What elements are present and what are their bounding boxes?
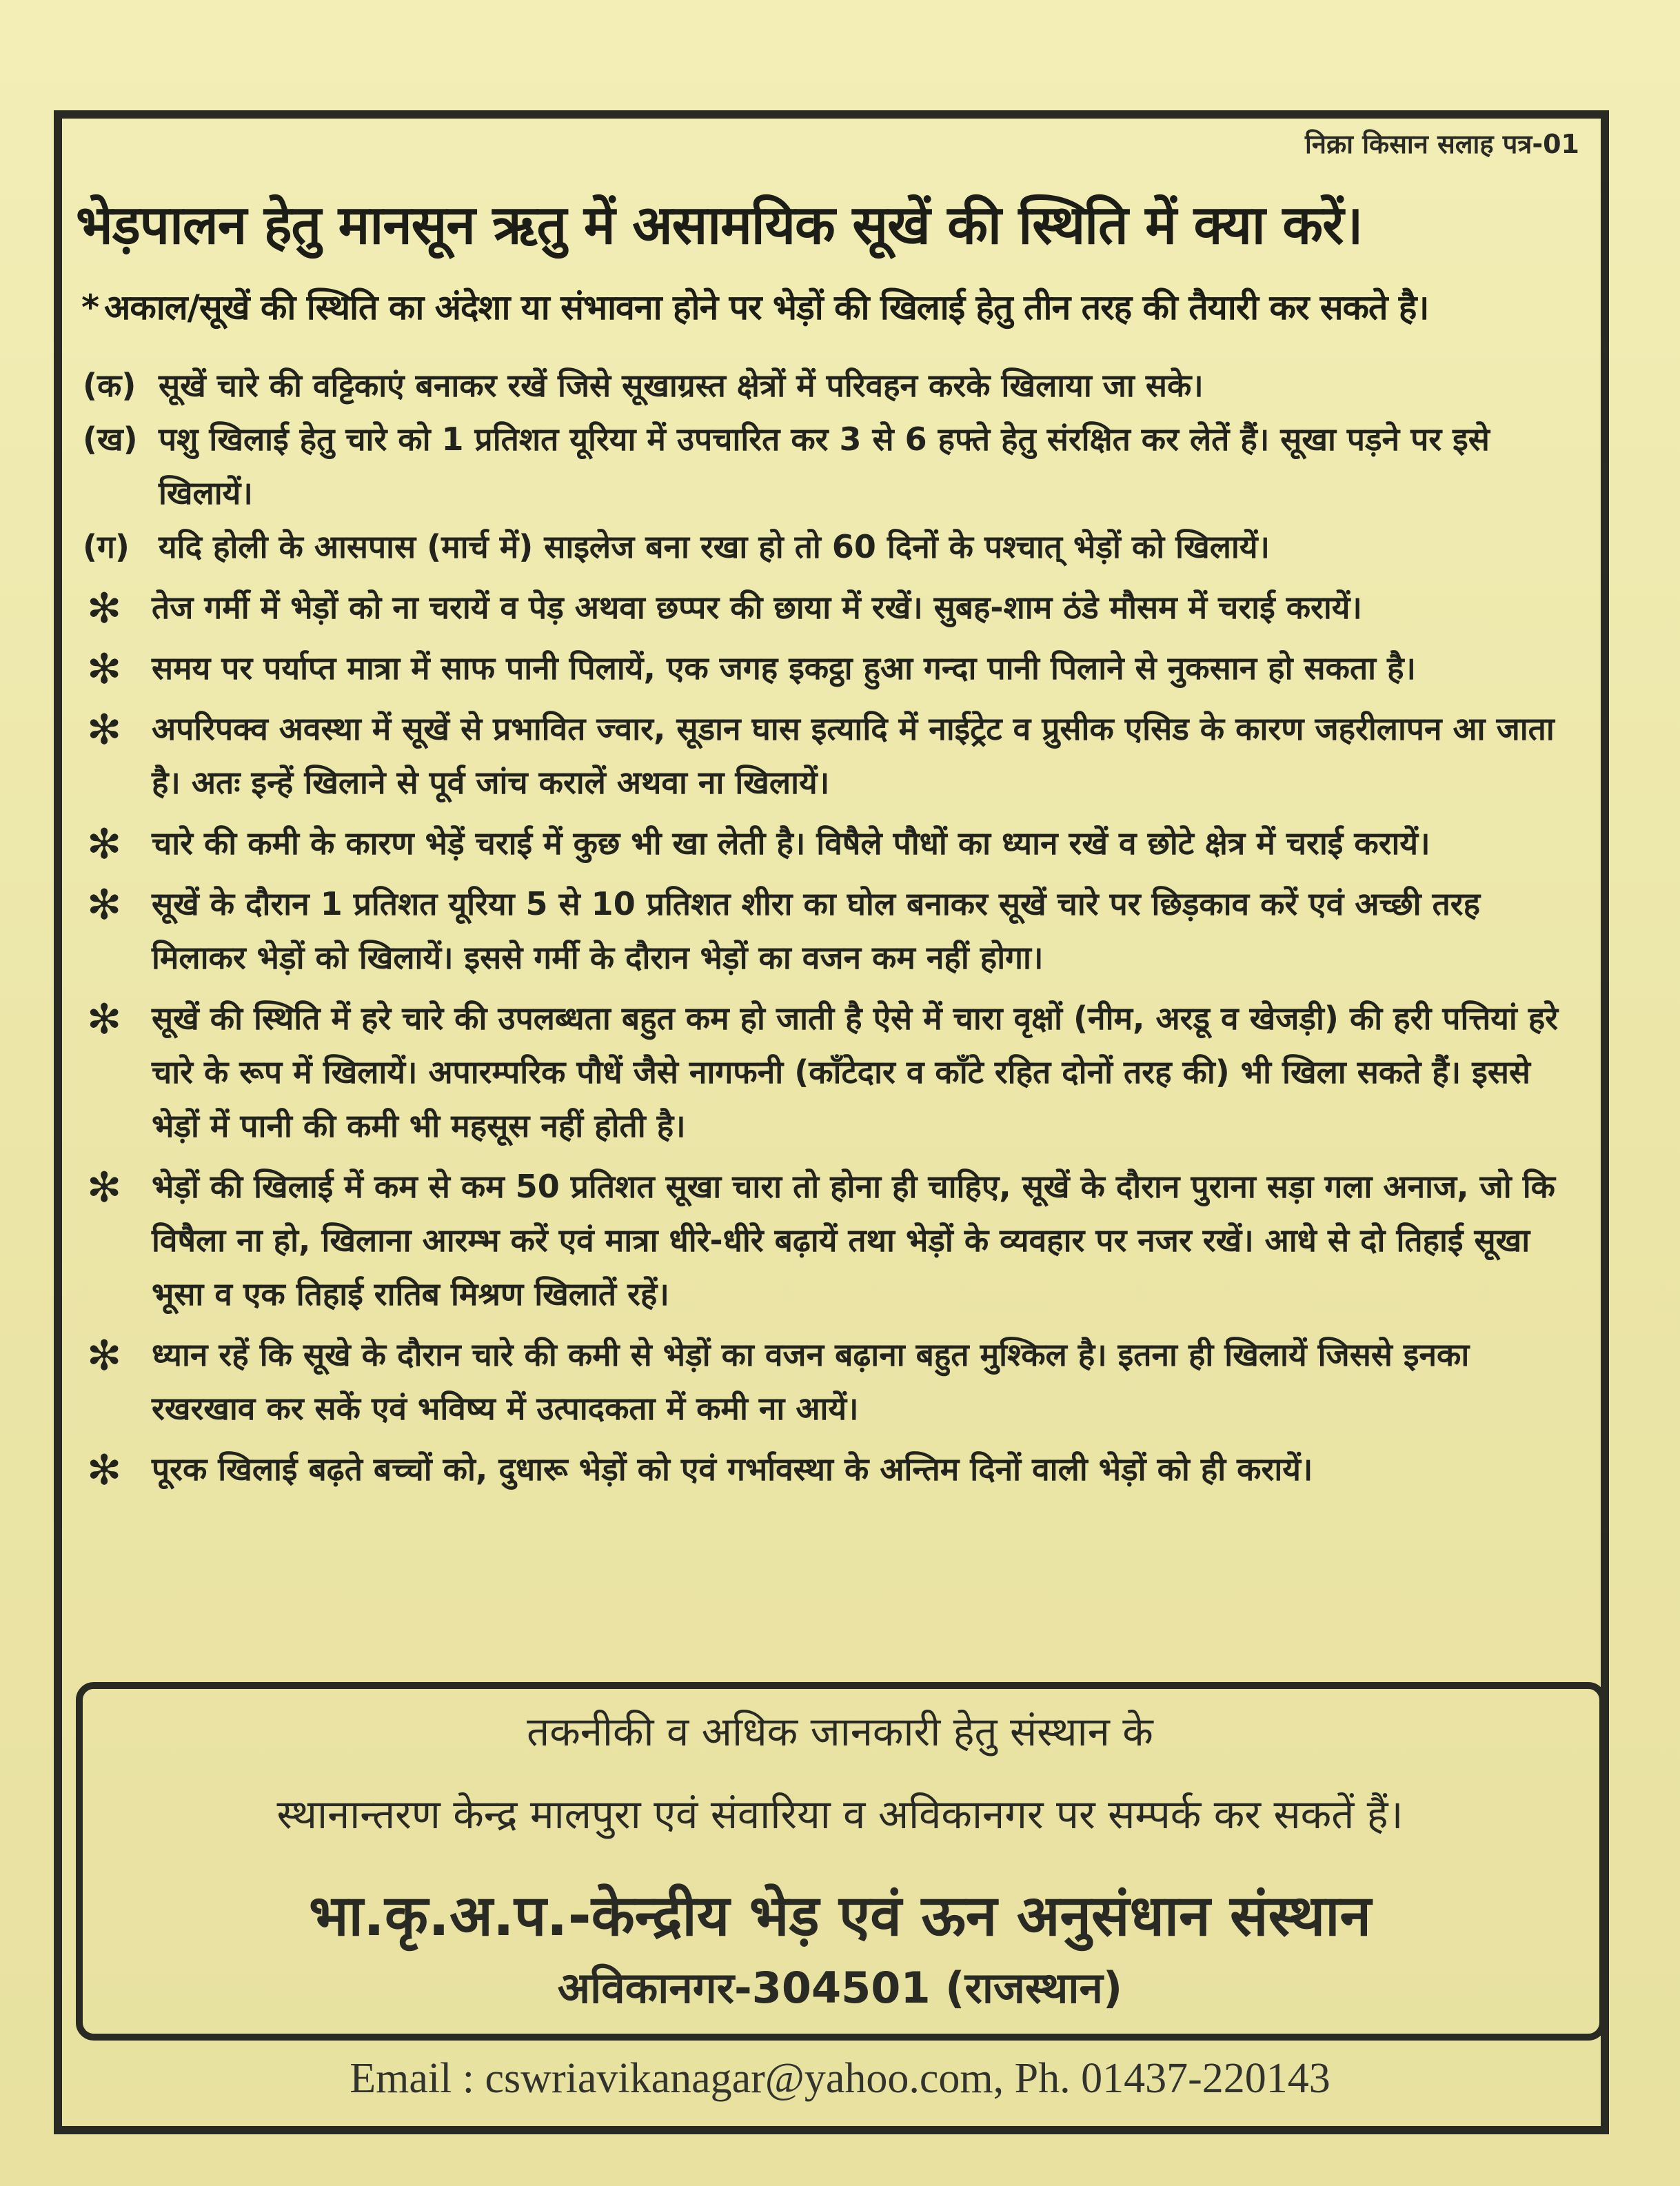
list-item — [83, 816, 1582, 870]
item-text: सूखें के दौरान 1 प्रतिशत यूरिया 5 से 10 प्रतिशत शीरा का घोल बनाकर सूखें चारे पर छिड़काव करें एवं अच्छी तरह मिलाकर भेड़ों को खिलायें। इससे गर्मी के दौरान भेड़ों का वजन कम नहीं होगा। — [152, 885, 1481, 976]
list-item — [83, 412, 1582, 520]
contact-note-line-2: स्थानान्तरण केन्द्र मालपुरा एवं संवारिया व अविकानगर पर सम्पर्क कर सकतें हैं। — [276, 1791, 1404, 1838]
section-subtitle — [81, 283, 1591, 330]
item-text: तेज गर्मी में भेड़ों को ना चरायें व पेड़ अथवा छप्पर की छाया में रखें। सुबह-शाम ठंडे मौसम में चराई करायें। — [152, 589, 1362, 626]
asterisk-icon: ✻ — [87, 881, 122, 929]
item-text: सूखें चारे की वट्टिकाएं बनाकर रखें जिसे सूखाग्रस्त क्षेत्रों में परिवहन करके खिलाया जा सके। — [159, 367, 1204, 404]
page-title: भेड़पालन हेतु मानसून ऋतु में असामयिक सूखें की स्थिति में क्या करें। — [76, 194, 1363, 256]
item-text: सूखें की स्थिति में हरे चारे की उपलब्धता बहुत कम हो जाती है ऐसे में चारा वृक्षों (नीम, अरडू व खेजड़ी) की हरी पत्तियां हरे चारे के रूप में खिलायें। अपारम्परिक पौधें जैसे नागफनी (काँटेदार व काँटे रहित दोनों तरह की) भी खिला सकते हैं। इससे भेड़ों में पानी की कमी भी महसूस नहीं होती है। — [152, 1000, 1559, 1144]
asterisk-icon: ✻ — [87, 1164, 122, 1212]
leaflet-serial: निक्रा किसान सलाह पत्र-01 — [1305, 129, 1579, 159]
item-marker: (ख) — [83, 421, 138, 458]
list-item — [83, 1328, 1582, 1435]
contact-note-line-1: तकनीकी व अधिक जानकारी हेतु संस्थान के — [527, 1708, 1153, 1755]
asterisk-icon: ✻ — [87, 1446, 122, 1495]
advice-list — [83, 358, 1582, 1496]
subtitle-text: अकाल/सूखें की स्थिति का अंदेशा या संभावना होने पर भेड़ों की खिलाई हेतु तीन तरह की तैयारी कर सकते है। — [104, 287, 1429, 327]
item-text: ध्यान रहें कि सूखे के दौरान चारे की कमी से भेड़ों का वजन बढ़ाना बहुत मुश्किल है। इतना ही खिलायें जिससे इनका रखरखाव कर सकें एवं भविष्य में उत्पादकता में कमी ना आयें। — [152, 1336, 1470, 1427]
item-text: भेड़ों की खिलाई में कम से कम 50 प्रतिशत सूखा चारा तो होना ही चाहिए, सूखें के दौरान पुराना सड़ा गला अनाज, जो कि विषैला ना हो, खिलाना आरम्भ करें एवं मात्रा धीरे-धीरे बढ़ायें तथा भेड़ों के व्यवहार पर नजर रखें। आधे से दो तिहाई सूखा भूसा व एक तिहाई रातिब मिश्रण खिलातें रहें। — [152, 1168, 1555, 1313]
list-item — [83, 520, 1582, 574]
item-text: पशु खिलाई हेतु चारे को 1 प्रतिशत यूरिया में उपचारित कर 3 से 6 हफ्ते हेतु संरक्षित कर लेतें हैं। सूखा पड़ने पर इसे खिलायें। — [159, 421, 1490, 512]
item-marker: (क) — [83, 367, 136, 404]
asterisk-icon: ✻ — [87, 645, 122, 694]
asterisk-icon: ✻ — [87, 706, 122, 754]
list-item — [83, 1442, 1582, 1496]
item-text: यदि होली के आसपास (मार्च में) साइलेज बना रखा हो तो 60 दिनों के पश्चात् भेड़ों को खिलायें। — [159, 528, 1270, 565]
list-item — [83, 877, 1582, 984]
asterisk-icon: * — [81, 287, 99, 327]
list-item — [83, 358, 1582, 412]
item-text: चारे की कमी के कारण भेड़ें चराई में कुछ भी खा लेती है। विषैले पौधों का ध्यान रखें व छोटे क्षेत्र में चराई करायें। — [152, 824, 1430, 862]
institute-name: भा.कृ.अ.प.-केन्द्रीय भेड़ एवं ऊन अनुसंधान संस्थान — [308, 1883, 1372, 1949]
list-item — [83, 702, 1582, 809]
item-marker: (ग) — [83, 528, 130, 565]
list-item — [83, 580, 1582, 634]
contact-details: Email : cswriavikanagar@yahoo.com, Ph. 01437-220143 — [350, 2055, 1330, 2102]
item-text: समय पर पर्याप्त मात्रा में साफ पानी पिलायें, एक जगह इकट्ठा हुआ गन्दा पानी पिलाने से नुकसान हो सकता है। — [152, 649, 1416, 687]
asterisk-icon: ✻ — [87, 995, 122, 1044]
item-text: अपरिपक्व अवस्था में सूखें से प्रभावित ज्वार, सूडान घास इत्यादि में नाईट्रेट व प्रुसीक एसिड के कारण जहरीलापन आ जाता है। अतः इन्हें खिलाने से पूर्व जांच करालें अथवा ना खिलायें। — [152, 710, 1555, 801]
asterisk-icon: ✻ — [87, 1332, 122, 1380]
list-item — [83, 641, 1582, 695]
list-item — [83, 1160, 1582, 1321]
institute-address: अविकानगर-304501 (राजस्थान) — [557, 1963, 1123, 2013]
item-text: पूरक खिलाई बढ़ते बच्चों को, दुधारू भेड़ों को एवं गर्भावस्था के अन्तिम दिनों वाली भेड़ों को ही करायें। — [152, 1450, 1313, 1488]
asterisk-icon: ✻ — [87, 585, 122, 633]
list-item — [83, 991, 1582, 1153]
asterisk-icon: ✻ — [87, 820, 122, 869]
